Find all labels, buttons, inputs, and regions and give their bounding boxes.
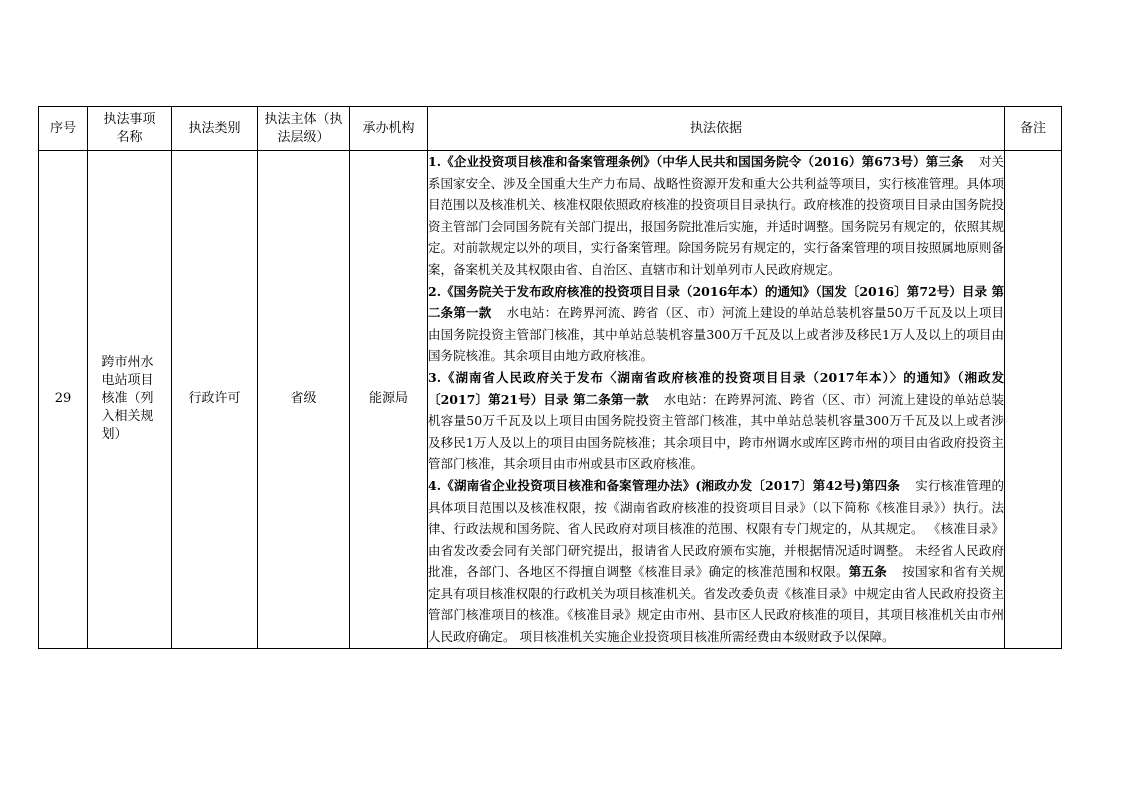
header-subject xyxy=(258,107,350,151)
cell-agency: 能源局 xyxy=(350,151,428,649)
cell-category: 行政许可 xyxy=(172,151,258,649)
cell-remark xyxy=(1005,151,1062,649)
basis-paragraph-2 xyxy=(428,281,1004,367)
basis-1-text: 对关系国家安全、涉及全国重大生产力布局、战略性资源开发和重大公共利益等项目，实行核准管理。具体项目范围以及核准机关、核准权限依照政府核准的投资项目目录执行。政府核准的投资项目目录由国务院投资主管部门会同国务院有关部门提出，报国务院批准后实施，并适时调整。国务院另有规定的，依照其规定。对前款规定以外的项目，实行备案管理。除国务院另有规定的，实行备案管理的项目按照属地原则备案，备案机关及其权限由省、自治区、直辖市和计划单列市人民政府规定。 xyxy=(428,154,1004,277)
header-basis: 执法依据 xyxy=(428,107,1005,151)
basis-2-text: 水电站：在跨界河流、跨省（区、市）河流上建设的单站总装机容量50万千瓦及以上项目由国务院投资主管部门核准，其中单站总装机容量300万千瓦及以上或者涉及移民1万人及以上的项目由国务院核准。其余项目由地方政府核准。 xyxy=(428,305,1004,364)
header-remark: 备注 xyxy=(1005,107,1062,151)
header-category: 执法类别 xyxy=(172,107,258,151)
cell-basis xyxy=(428,151,1005,649)
basis-3-text: 水电站：在跨界河流、跨省（区、市）河流上建设的单站总装机容量50万千瓦及以上项目由国务院投资主管部门核准，其中单站总装机容量300万千瓦及以上或者涉及移民1万人及以上的项目由国务院核准；其余项目中，跨市州调水或库区跨市州的项目由省政府投资主管部门核准，其余项目由市州或县市区政府核准。 xyxy=(428,391,1004,472)
header-subject-text: 执法主体（执法层级） xyxy=(264,111,343,145)
basis-4-text-2: 按国家和省有关规定具有项目核准权限的行政机关为项目核准机关。省发改委负责《核准目录》中规定由省人民政府投资主管部门核准项目的核准。《核准目录》规定由市州、县市区人民政府核准的项目，其项目核准机关由市州人民政府确定。 项目核准机关实施企业投资项目核准所需经费由本级财政予以保障。 xyxy=(428,564,1004,645)
cell-item-name-text: 跨市州水电站项目核准（列入相关规划） xyxy=(101,355,154,443)
cell-subject: 省级 xyxy=(258,151,350,649)
basis-4-text: 实行核准管理的具体项目范围以及核准权限，按《湖南省政府核准的投资项目目录》（以下简称《核准目录》）执行。法律、行政法规和国务院、省人民政府对项目核准的范围、权限有专门规定的，从其规定。 《核准目录》由省发改委会同有关部门研究提出，报请省人民政府颁布实施，并根据情况适时调整。 未经省人民政府批准，各部门、各地区不得擅自调整《核准目录》确定的核准范围和权限。 xyxy=(428,477,1004,580)
cell-item-name xyxy=(88,151,172,649)
basis-4-title: 4.《湖南省企业投资项目核准和备案管理办法》(湘政办发〔2017〕第42号)第四条 xyxy=(428,477,901,493)
cell-no: 29 xyxy=(39,151,88,649)
basis-paragraph-1 xyxy=(428,151,1004,281)
basis-paragraph-4 xyxy=(428,475,1004,648)
header-row xyxy=(39,107,1062,151)
header-no: 序号 xyxy=(39,107,88,151)
basis-2-title: 2.《国务院关于发布政府核准的投资项目目录（2016年本）的通知》（国发〔2016〕第72号）目录 第二条第一款 xyxy=(428,283,1004,321)
basis-paragraph-3 xyxy=(428,367,1004,475)
header-item-name xyxy=(88,107,172,151)
basis-1-title: 1.《企业投资项目核准和备案管理条例》（中华人民共和国国务院令（2016）第673号）第三条 xyxy=(428,154,964,169)
header-item-name-text: 执法事项名称 xyxy=(103,111,156,145)
basis-4-title-2: 第五条 xyxy=(848,564,887,580)
table-row xyxy=(39,151,1062,649)
basis-3-title: 3.《湖南省人民政府关于发布〈湖南省政府核准的投资项目目录（2017年本）〉的通知》（湘政发〔2017〕第21号）目录 第二条第一款 xyxy=(428,369,1004,407)
enforcement-table xyxy=(38,106,1062,649)
header-agency: 承办机构 xyxy=(350,107,428,151)
